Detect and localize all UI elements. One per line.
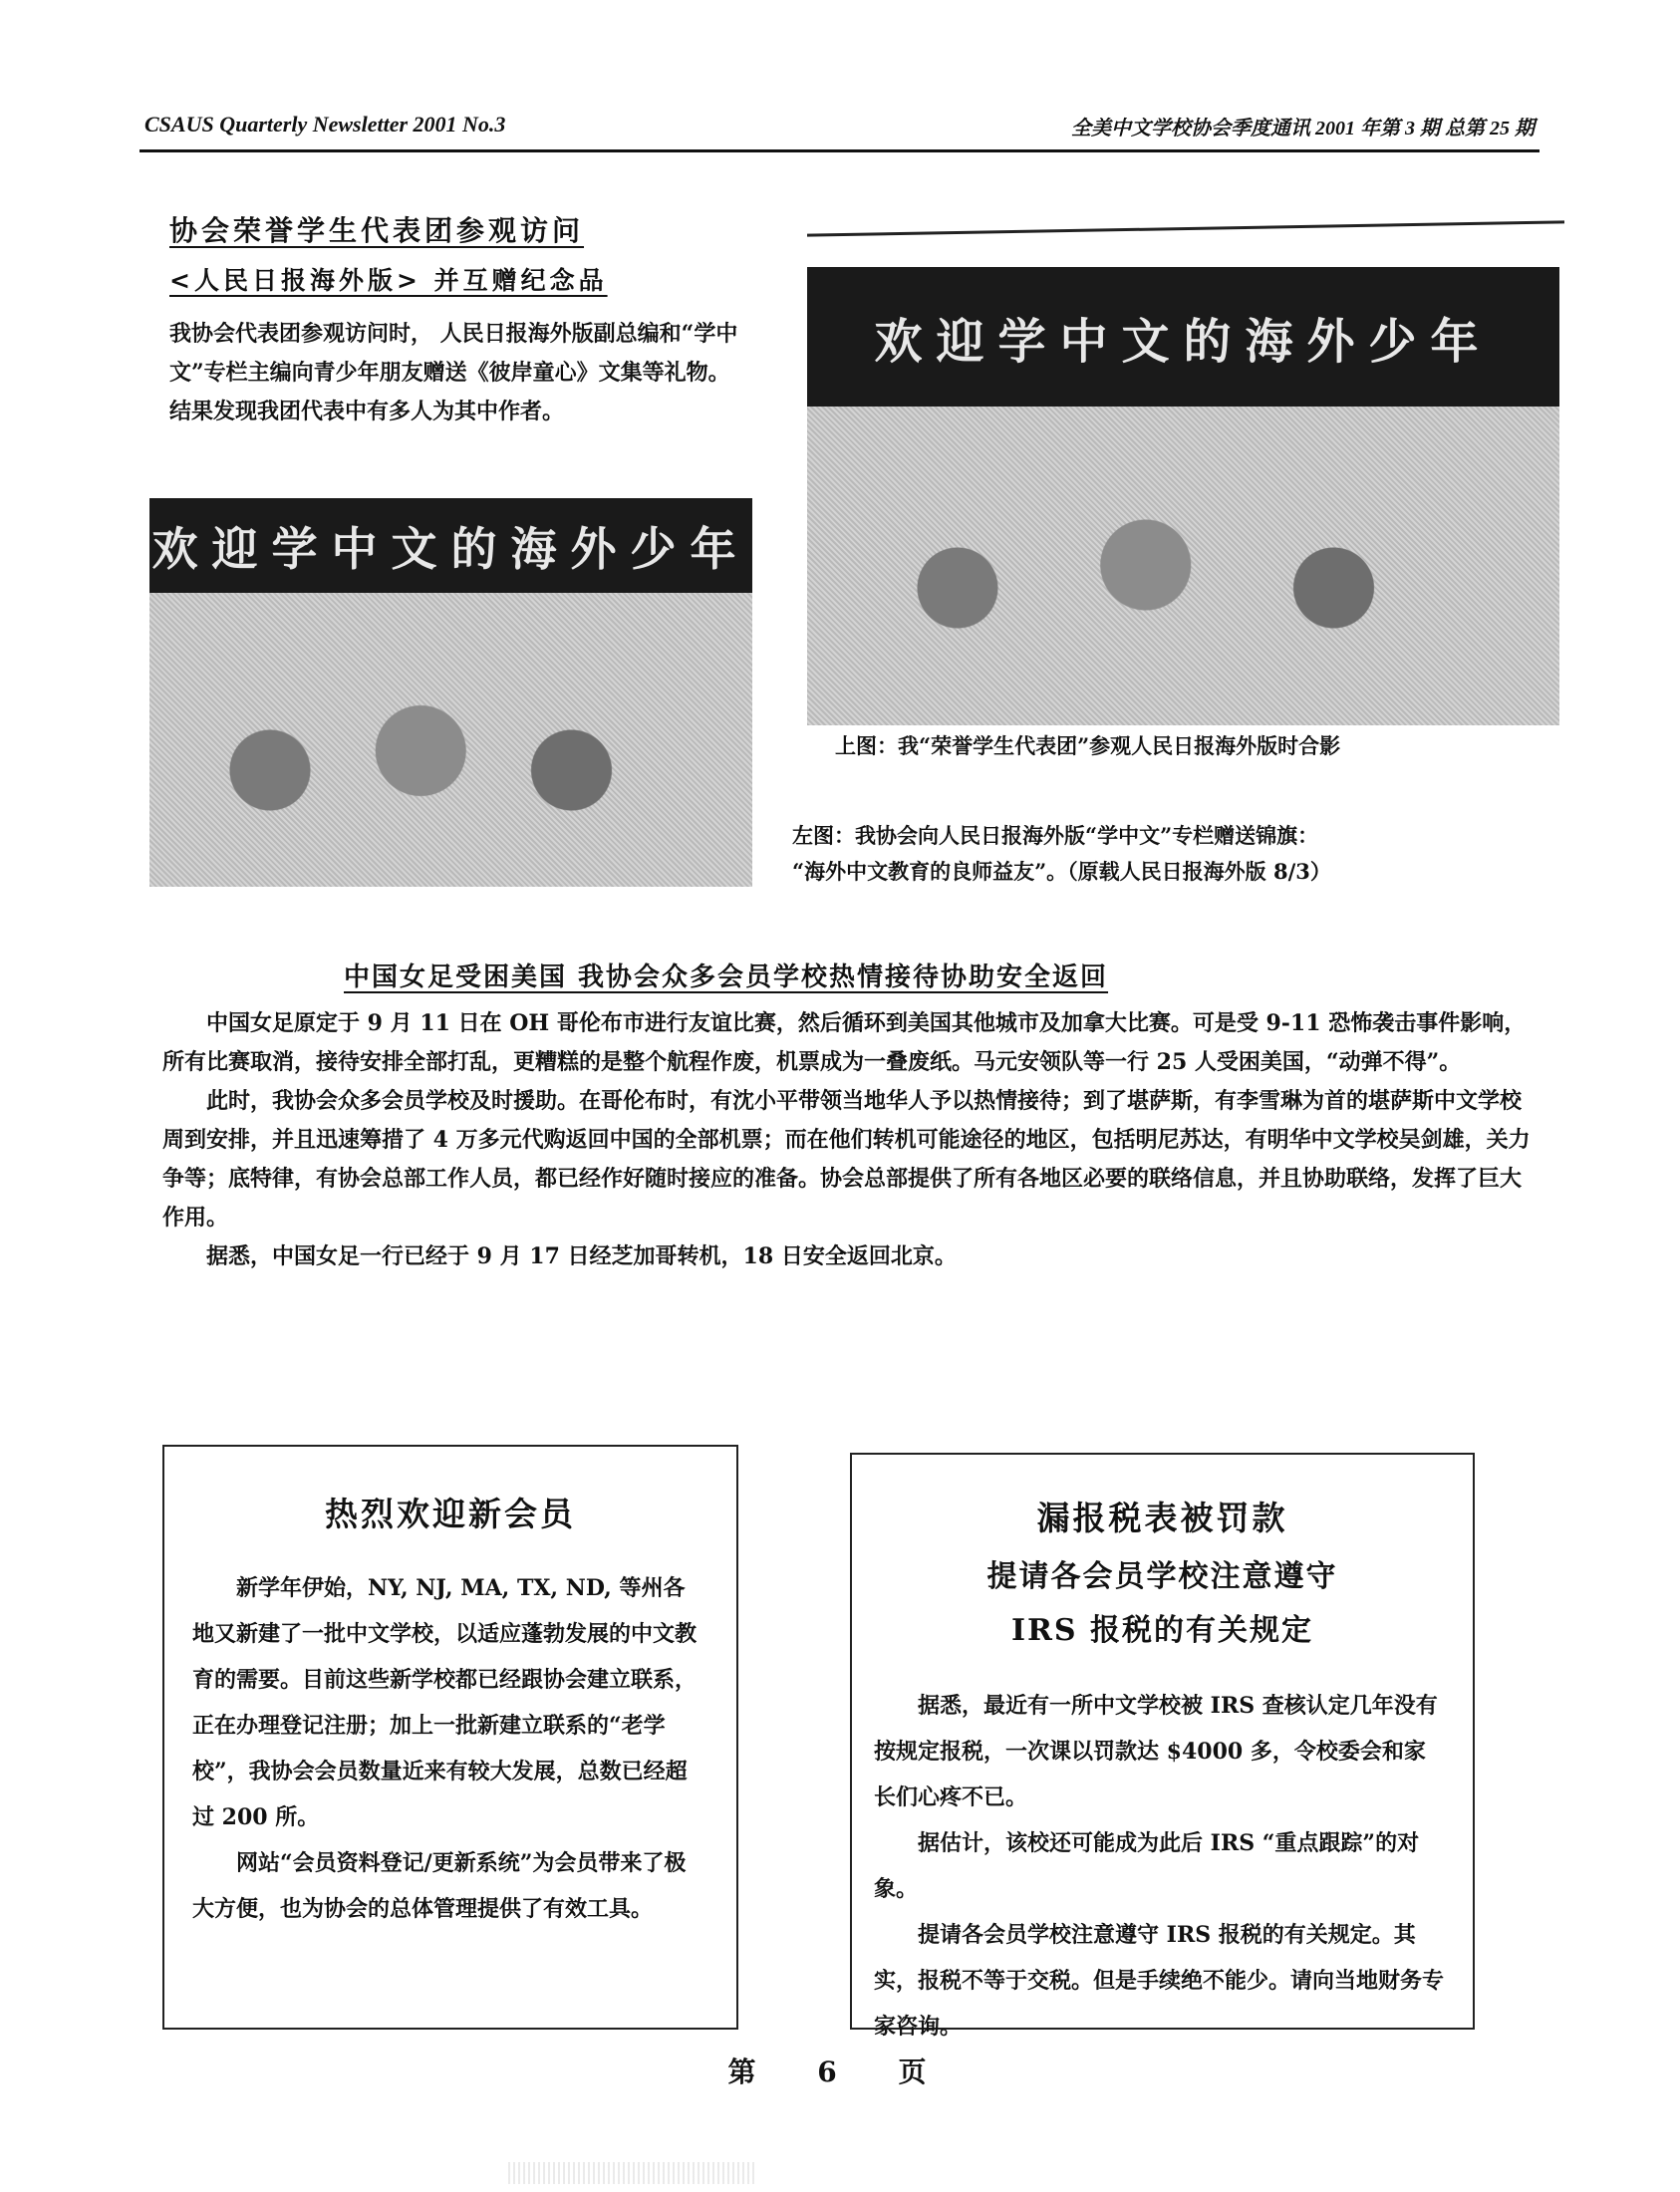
gift-photo: [149, 498, 752, 887]
irs-penalty-paragraph-3: 提请各会员学校注意遵守 IRS 报税的有关规定。其实，报税不等于交税。但是手续绝不能少。请向当地财务专家咨询。: [874, 1922, 1445, 2040]
irs-penalty-subtitle-1: 提请各会员学校注意遵守: [986, 1559, 1338, 1594]
irs-penalty-subtitle-2: IRS 报税的有关规定: [1010, 1613, 1314, 1648]
page-number: 第 6 页: [727, 2055, 953, 2088]
article1-title-line2: <人民日报海外版> 并互赠纪念品: [169, 266, 608, 295]
caption-left-photo-line1: 左图：我协会向人民日报海外版“学中文”专栏赠送锦旗：: [792, 823, 1319, 848]
new-members-title: 热烈欢迎新会员: [325, 1495, 576, 1533]
caption-left-photo-line2: “海外中文教育的良师益友”。（原载人民日报海外版 8/3）: [792, 859, 1331, 884]
irs-penalty-body: [874, 1683, 1447, 2050]
article2-body: [162, 1004, 1533, 1276]
caption-top-photo: 上图：我“荣誉学生代表团”参观人民日报海外版时合影: [835, 733, 1341, 758]
scan-artifact: [508, 2162, 757, 2184]
article2-title: 中国女足受困美国 我协会众多会员学校热情接待协助安全返回: [344, 962, 1109, 992]
article2-paragraph-2: 此时，我协会众多会员学校及时援助。在哥伦布时，有沈小平带领当地华人予以热情接待；到了堪萨斯，有李雪琳为首的堪萨斯中文学校周到安排，并且迅速筹措了 4 万多元代购返回中国的全部机票；而在他们转机可能途径的地区，包括明尼苏达，有明华中文学校吴剑雄，关力争等；底特律，有协会总部工作人员，都已经作好随时接应的准备。协会总部提供了所有各地区必要的联络信息，并且协助联络，发挥了巨大作用。: [162, 1088, 1531, 1231]
article2-paragraph-1: 中国女足原定于 9 月 11 日在 OH 哥伦布市进行友谊比赛，然后循环到美国其他城市及加拿大比赛。可是受 9-11 恐怖袭击事件影响，所有比赛取消，接待安排全部打乱，更糟糕的是整个航程作废，机票成为一叠废纸。马元安领队等一行 25 人受困美国，“动弹不得”。: [162, 1010, 1527, 1075]
new-members-body: [192, 1565, 699, 1932]
irs-penalty-paragraph-1: 据悉，最近有一所中文学校被 IRS 查核认定几年没有按规定报税，一次课以罚款达 $4000 多，令校委会和家长们心疼不已。: [874, 1693, 1438, 1810]
irs-penalty-paragraph-2: 据估计，该校还可能成为此后 IRS “重点跟踪”的对象。: [874, 1830, 1420, 1902]
new-members-paragraph-1: 新学年伊始，NY, NJ, MA, TX, ND, 等州各地又新建了一批中文学校，以适应蓬勃发展的中文教育的需要。目前这些新学校都已经跟协会建立联系，正在办理登记注册；加上一批新建立联系的“老学校”，我协会会员数量近来有较大发展，总数已经超过 200 所。: [192, 1575, 698, 1830]
article1-body: 我协会代表团参观访问时， 人民日报海外版副总编和“学中文”专栏主编向青少年朋友赠送《彼岸童心》文集等礼物。结果发现我团代表中有多人为其中作者。: [169, 321, 738, 424]
new-members-box: [162, 1445, 738, 2030]
gift-photo-banner: [149, 498, 752, 593]
group-photo-banner: [807, 267, 1559, 407]
newsletter-title-zh: 全美中文学校协会季度通讯 2001 年第 3 期 总第 25 期: [1071, 118, 1535, 139]
irs-penalty-title: 漏报税表被罚款: [1036, 1499, 1288, 1537]
group-photo-banner-text: 欢迎学中文的海外少年: [874, 313, 1493, 370]
gift-photo-banner-text: 欢迎学中文的海外少年: [151, 521, 750, 576]
newsletter-title-en: CSAUS Quarterly Newsletter 2001 No.3: [144, 112, 506, 137]
article2-paragraph-3: 据悉，中国女足一行已经于 9 月 17 日经芝加哥转机，18 日安全返回北京。: [206, 1243, 957, 1269]
irs-penalty-box: [850, 1453, 1475, 2040]
group-photo: [807, 267, 1559, 725]
article1-title-line1: 协会荣誉学生代表团参观访问: [169, 214, 585, 247]
header-rule: [140, 149, 1540, 152]
new-members-paragraph-2: 网站“会员资料登记/更新系统”为会员带来了极大方便，也为协会的总体管理提供了有效工具。: [192, 1850, 687, 1922]
